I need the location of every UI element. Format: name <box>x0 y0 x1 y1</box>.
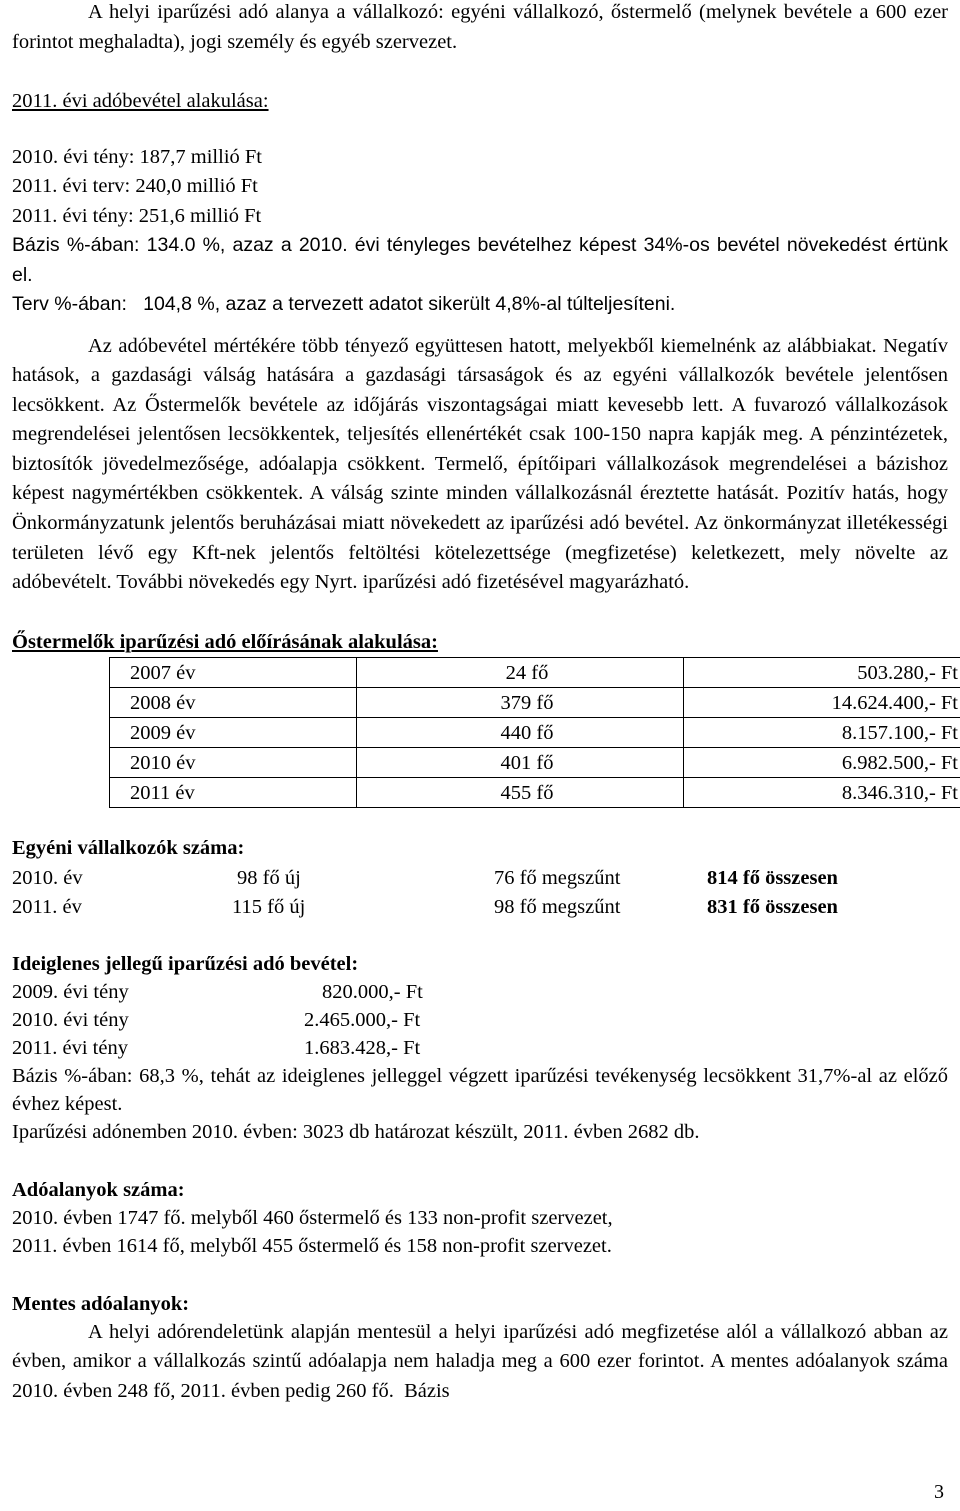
farmers-amount: 6.982.500,- Ft <box>684 748 960 778</box>
farmers-count: 24 fő <box>357 658 684 688</box>
revenue-line: 2011. évi terv: 240,0 millió Ft <box>12 175 258 197</box>
temporary-label: 2010. évi tény <box>12 1008 129 1031</box>
farmers-count: 401 fő <box>357 748 684 778</box>
farmers-count: 440 fő <box>357 718 684 748</box>
table-row <box>110 718 960 748</box>
farmers-count: 455 fő <box>357 778 684 808</box>
farmers-title: Őstermelők iparűzési adó előírásának alakulása: <box>12 630 438 653</box>
temporary-value: 820.000,- Ft <box>322 980 423 1003</box>
entrepreneurs-closed: 76 fő megszűnt <box>494 866 621 889</box>
temporary-title: Ideiglenes jellegű iparűzési adó bevétel: <box>12 952 359 975</box>
temporary-row <box>12 978 948 1006</box>
entrepreneurs-total: 831 fő összesen <box>707 895 838 918</box>
farmers-year: 2010 év <box>110 748 357 778</box>
farmers-amount: 8.346.310,- Ft <box>684 778 960 808</box>
table-row <box>110 658 960 688</box>
table-row <box>110 778 960 808</box>
temporary-decisions: Iparűzési adónemben 2010. évben: 3023 db határozat készült, 2011. évben 2682 db. <box>12 1120 700 1143</box>
farmers-count: 379 fő <box>357 688 684 718</box>
revenue-plan-pct: Terv %-ában: 104,8 %, azaz a tervezett adatot sikerült 4,8%-al túlteljesíteni. <box>12 293 676 315</box>
entrepreneurs-year: 2010. év <box>12 866 83 889</box>
entrepreneurs-total: 814 fő összesen <box>707 866 838 889</box>
subjects-line: 2010. évben 1747 fő. melyből 460 őstermelő és 133 non-profit szervezet, <box>12 1206 613 1229</box>
intro-paragraph: A helyi iparűzési adó alanya a vállalkozó: egyéni vállalkozó, őstermelő (melynek bevétele a 600 ezer forintot meghaladta), jogi személy és egyéb szervezet. <box>12 1 948 53</box>
entrepreneurs-title: Egyéni vállalkozók száma: <box>12 837 245 860</box>
table-row <box>110 748 960 778</box>
entrepreneurs-year: 2011. év <box>12 895 82 918</box>
exempt-title: Mentes adóalanyok: <box>12 1292 190 1315</box>
entrepreneurs-closed: 98 fő megszűnt <box>494 895 621 918</box>
temporary-label: 2011. évi tény <box>12 1036 128 1059</box>
page-number: 3 <box>934 1481 944 1503</box>
document-page <box>12 0 958 1406</box>
entrepreneurs-row <box>12 893 948 922</box>
table-row <box>110 688 960 718</box>
temporary-value: 2.465.000,- Ft <box>304 1008 421 1031</box>
entrepreneurs-new: 115 fő új <box>232 895 306 918</box>
temporary-base-pct: Bázis %-ában: 68,3 %, tehát az ideiglenes jelleggel végzett iparűzési tevékenység lecsökkent 31,7%-al az előző évhez képest. <box>12 1064 948 1115</box>
revenue-title: 2011. évi adóbevétel alakulása: <box>12 90 269 112</box>
farmers-amount: 8.157.100,- Ft <box>684 718 960 748</box>
farmers-year: 2009 év <box>110 718 357 748</box>
temporary-label: 2009. évi tény <box>12 980 129 1003</box>
farmers-year: 2007 év <box>110 658 357 688</box>
entrepreneurs-new: 98 fő új <box>237 866 301 889</box>
temporary-value: 1.683.428,- Ft <box>304 1036 421 1059</box>
farmers-amount: 503.280,- Ft <box>684 658 960 688</box>
revenue-line: 2011. évi tény: 251,6 millió Ft <box>12 204 262 227</box>
farmers-year: 2011 év <box>110 778 357 808</box>
temporary-row <box>12 1006 948 1034</box>
temporary-row <box>12 1034 948 1062</box>
farmers-table <box>109 657 960 808</box>
factors-paragraph: Az adóbevétel mértékére több tényező együttesen hatott, melyekből kiemelnénk az alábbiakat. Negatív hatások, a gazdasági válság hatására a gazdasági társaságok és az egyéni vállalkozók bevétele jelentősen lecsökkent. Az Őstermelők bevétele az időjárás viszontagságai miatt kevesebb lett. A fuvarozó vállalkozások megrendelései jelentősen lecsökkentek, teljesítés ellenértékét csak 100-150 napra kapják meg. A pénzintézetek, biztosítók jövedelmezősége, adóalapja csökkent. Termelő, építőipari vállalkozások megrendelései a bázishoz képest nagymértékben csökkentek. A válság szinte minden vállalkozásnál éreztette hatását. Pozitív hatás, hogy Önkormányzatunk jelentős beruházásai miatt növekedett az iparűzési adó bevétel. Az önkormányzat illetékességi területen lévő egy Kft-nek jelentős feltöltési kötelezettsége (megfizetése) keletkezett, mely növelte az adóbevételt. További növekedés egy Nyrt. iparűzési adó fizetésével magyarázható. <box>12 334 948 594</box>
exempt-paragraph: A helyi adórendeletünk alapján mentesül a helyi iparűzési adó megfizetése alól a vállalkozó abban az évben, amikor a vállalkozás szintű adóalapja nem haladja meg a 600 ezer forintot. A mentes adóalanyok száma 2010. évben 248 fő, 2011. évben pedig 260 fő. Bázis <box>12 1320 954 1402</box>
farmers-amount: 14.624.400,- Ft <box>684 688 960 718</box>
revenue-line: 2010. évi tény: 187,7 millió Ft <box>12 145 262 168</box>
revenue-base-pct: Bázis %-ában: 134.0 %, azaz a 2010. évi tényleges bevételhez képest 34%-os bevétel növekedést értünk el. <box>12 234 948 286</box>
entrepreneurs-row <box>12 864 948 893</box>
farmers-year: 2008 év <box>110 688 357 718</box>
subjects-line: 2011. évben 1614 fő, melyből 455 őstermelő és 158 non-profit szervezet. <box>12 1234 612 1257</box>
subjects-title: Adóalanyok száma: <box>12 1178 185 1201</box>
